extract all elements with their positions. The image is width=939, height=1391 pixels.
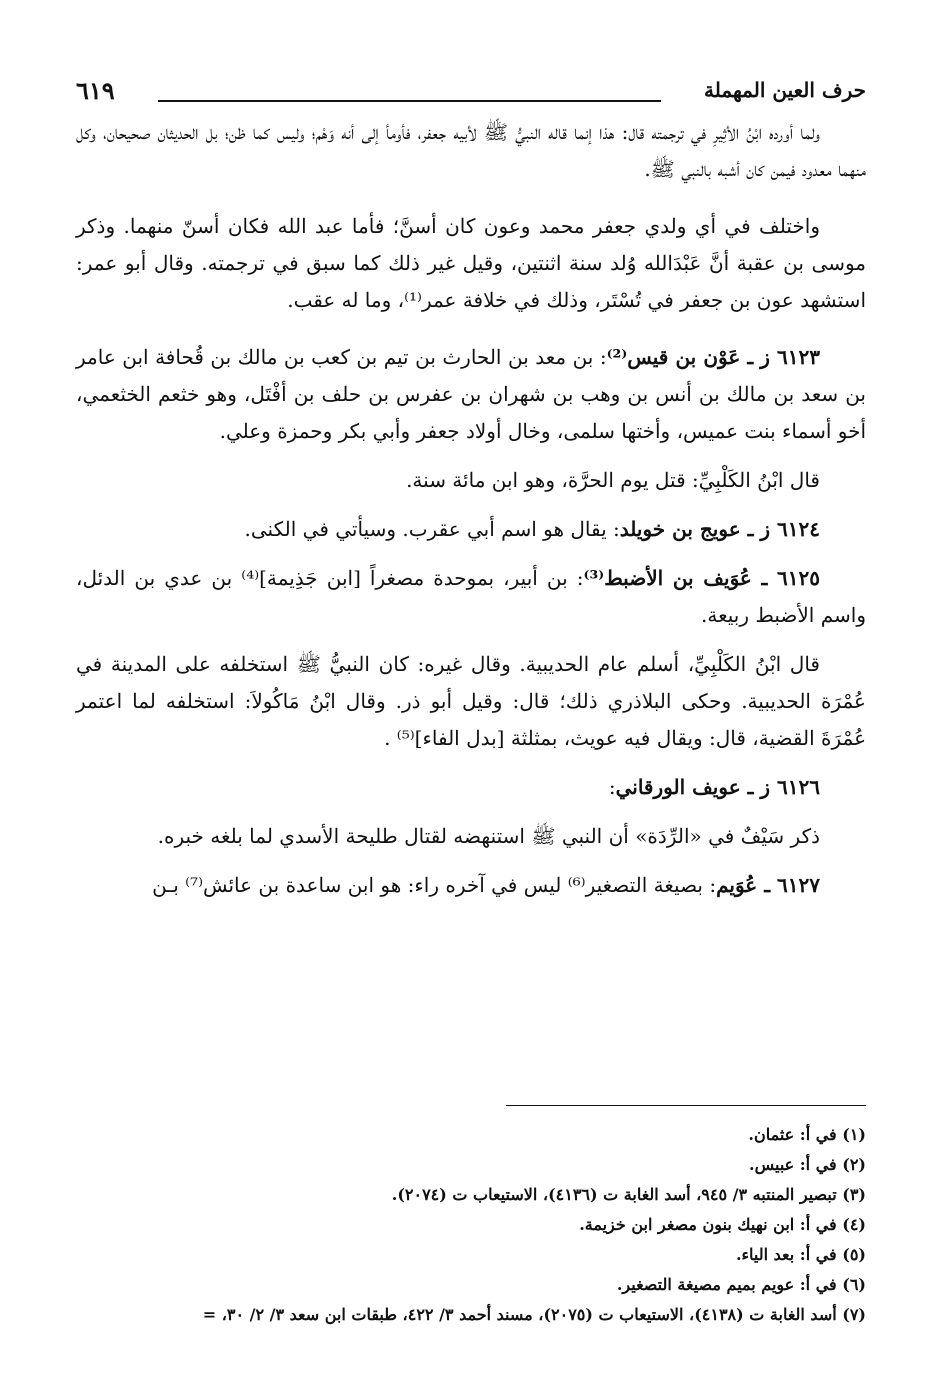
- entry-6123: [76, 339, 866, 450]
- page-number: ٦١٩: [76, 76, 115, 105]
- entry-text: قال ابْنُ الكَلْبِيِّ: قتل يوم الحرَّة، وهو ابن مائة سنة.: [406, 468, 820, 492]
- entry-note: [76, 462, 866, 499]
- running-header: [76, 70, 866, 114]
- footnote: (٤) في أ: ابن نهيك بنون مصغر ابن خزيمة.: [579, 1215, 866, 1234]
- entry-6126: [76, 769, 866, 806]
- entry-text: :: [608, 775, 616, 799]
- paragraph: واختلف في أي ولدي جعفر محمد وعون كان أسنَّ؛ فأما عبد الله فكان أسنّ منهما. وذكر موسى بن عقبة أنَّ عَبْدَالله وُلد سنة اثنتين، وقيل غير ذلك كما سبق في ترجمته. وقال أبو عمر: استشهد عون بن جعفر في تُسْتَر، وذلك في خلافة عمر⁽¹⁾، وما له عقب.: [76, 214, 866, 312]
- paragraph: ولما أورده ابْنُ الأثِيرِ في ترجمته قال: هذا إنما قاله النبيُّ ﷺ لأبيه جعفر، فأومأ إلى أنه وَهْم؛ وليس كما ظن؛ بل الحديثان صحيحان، وكل منهما معدود فيمن كان أشبه بالنبي ﷺ.: [76, 120, 866, 181]
- header-rule: [158, 100, 661, 102]
- footnote: (٥) في أ: بعد الياء.: [735, 1245, 866, 1264]
- entry-note: [76, 646, 866, 757]
- entry-heading: ٦١٢٤ ز ـ عويج بن خويلد: [619, 517, 820, 541]
- chapter-title: حرف العين المهملة: [704, 78, 866, 102]
- entry-text: : بن معد بن الحارث بن تيم بن كعب بن مالك بن قُحافة ابن عامر بن سعد بن مالك بن أنس بن وهب بن شهران بن عفرس بن حلف بن أفْتَل، وهو خثعم الخثعمي، أخو أسماء بنت عميس، وأختها سلمى، وخال أولاد جعفر وأبي بكر وحمزة وعلي.: [76, 345, 866, 443]
- entry-note: [76, 818, 866, 855]
- entry-text: : يقال هو اسم أبي عقرب. وسيأتي في الكنى.: [244, 517, 620, 541]
- main-text: [76, 114, 866, 904]
- entry-6127: [76, 867, 866, 904]
- footnote-separator: [506, 1105, 866, 1106]
- entry-heading: ٦١٢٦ ز ـ عويف الورقاني: [615, 775, 820, 799]
- entry-heading: ٦١٢٧ ـ عُوَيم: [716, 873, 820, 897]
- entry-text: قال ابْنُ الكَلْبِيِّ، أسلم عام الحديبية. وقال غيره: كان النبيُّ ﷺ استخلفه على المدينة في عُمْرَة الحديبية. وحكى البلاذري ذلك؛ قال: وقيل أبو ذر. وقال ابْنُ مَاكُولاَ: استخلفه لما اعتمر عُمْرَةَ القضية، قال: ويقال فيه عويث، بمثلثة [بدل الفاء]⁽⁵⁾ .: [76, 652, 866, 750]
- entry-6125: [76, 560, 866, 634]
- footnote: (٢) في أ: عبيس.: [749, 1155, 866, 1174]
- footnote: (٧) أسد الغابة ت (٤١٣٨)، الاستيعاب ت (٢٠٧٥)، مسند أحمد ٣/ ٤٢٢، طبقات ابن سعد ٣/ ٢/ ٣٠، =: [202, 1305, 866, 1324]
- footnotes: [76, 1120, 866, 1330]
- entry-heading: ٦١٢٥ ـ عُوَيف بن الأضبط⁽³⁾: [583, 566, 821, 590]
- book-page: [76, 70, 866, 1370]
- footnote: (٣) تبصير المنتبه ٣/ ٩٤٥، أسد الغابة ت (٤١٣٦)، الاستيعاب ت (٢٠٧٤).: [391, 1185, 866, 1204]
- entry-heading: ٦١٢٣ ز ـ عَوْن بن قيس⁽²⁾: [606, 345, 820, 369]
- entry-text: : بن أبير، بموحدة مصغراً [ابن جَذِيمة]⁽⁴⁾ بن عدي بن الدئل، واسم الأضبط ربيعة.: [76, 566, 866, 627]
- entry-text: ذكر سَيْفٌ في «الرِّدَة» أن النبي ﷺ استنهضه لقتال طليحة الأسدي لما بلغه خبره.: [157, 824, 820, 848]
- footnote: (١) في أ: عثمان.: [748, 1125, 866, 1144]
- footnote: (٦) في أ: عويم بميم مصيغة التصغير.: [616, 1275, 866, 1294]
- entry-text: : بصيغة التصغير⁽⁶⁾ ليس في آخره راء: هو ابن ساعدة بن عائش⁽⁷⁾ بـن: [152, 873, 717, 897]
- entry-6124: [76, 511, 866, 548]
